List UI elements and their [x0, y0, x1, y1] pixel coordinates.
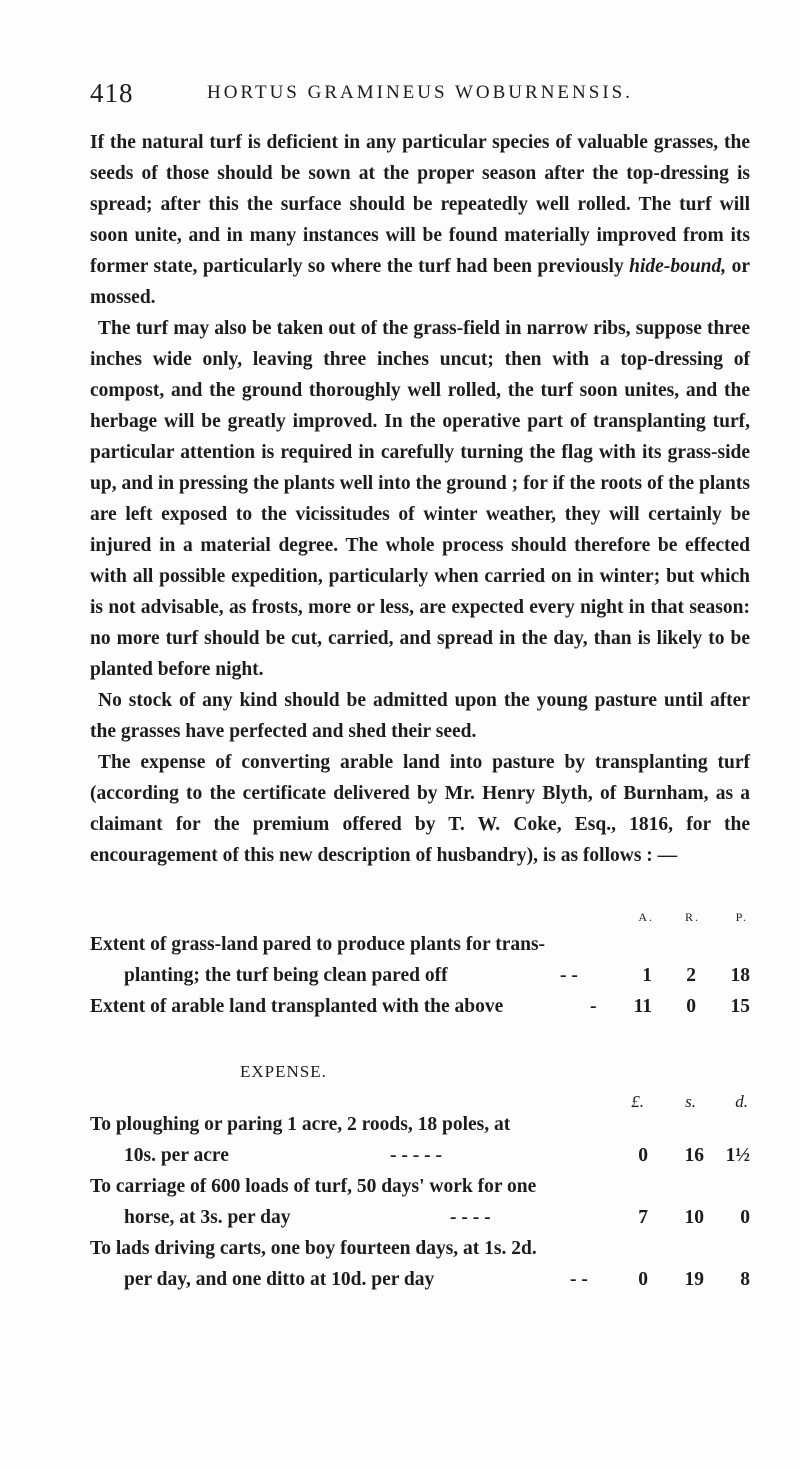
value-shillings: 10	[684, 1207, 704, 1228]
land-row-1-line2	[90, 965, 750, 996]
paragraph-1-tail: or mossed.	[90, 256, 751, 308]
value-poles: 15	[730, 996, 750, 1017]
paragraph-3: No stock of any kind should be admitted upon the young pasture until after the grasses have perfected and shed their seed.	[90, 690, 750, 742]
value-pounds: 0	[638, 1145, 648, 1166]
paragraph-1	[90, 127, 750, 313]
land-row-label: planting; the turf being clean pared off	[124, 965, 448, 986]
land-row-label: Extent of arable land transplanted with the above	[90, 996, 504, 1017]
header-poles: P.	[735, 910, 748, 924]
expense-row-label: To ploughing or paring 1 acre, 2 roods, 18 poles, at	[90, 1114, 511, 1135]
expense-row-3-line2	[90, 1269, 750, 1300]
expense-row-label: 10s. per acre	[124, 1145, 229, 1166]
expense-row-1-line1	[90, 1114, 750, 1145]
paragraph-1-text: If the natural turf is deficient in any particular species of valuable grasses, the seeds of those should be sown at the proper season after the top-dressing is spread; after this the surface should be repeatedly well rolled. The turf will soon unite, and in many instances will be found materially improved from its former state, particularly so where the turf had been previously	[90, 132, 750, 277]
value-pounds: 0	[638, 1269, 648, 1290]
land-table	[90, 910, 750, 1027]
value-poles: 18	[730, 965, 750, 986]
value-acres: 11	[633, 996, 652, 1017]
expense-row-label: per day, and one ditto at 10d. per day	[124, 1269, 435, 1290]
expense-row-1-line2	[90, 1145, 750, 1176]
header-pounds: £.	[631, 1092, 644, 1111]
value-shillings: 19	[684, 1269, 704, 1290]
expense-heading: EXPENSE.	[240, 1062, 327, 1081]
expense-table-header	[90, 1092, 750, 1114]
header-acres: A.	[638, 910, 654, 924]
leader-dashes: - -	[570, 1269, 588, 1290]
land-table-header	[90, 910, 750, 934]
value-pence: 8	[740, 1269, 750, 1290]
value-roods: 0	[686, 996, 696, 1017]
paragraph-4: The expense of converting arable land into pasture by transplanting turf (according to the certificate delivered by Mr. Henry Blyth, of Burnham, as a claimant for the premium offered by T. W. Coke, Esq., 1816, for the encouragement of this new description of husbandry), is as follows : —	[90, 752, 750, 866]
header-pence: d.	[735, 1092, 748, 1111]
expense-row-label: horse, at 3s. per day	[124, 1207, 291, 1228]
expense-row-label: To lads driving carts, one boy fourteen days, at 1s. 2d.	[90, 1238, 537, 1259]
paragraph-2: The turf may also be taken out of the grass-field in narrow ribs, suppose three inches wide only, leaving three inches uncut; then with a top-dressing of compost, and the ground thoroughly well rolled, the turf soon unites, and the herbage will be greatly improved. In the operative part of transplanting turf, particular attention is required in carefully turning the flag with its grass-side up, and in pressing the plants well into the ground ; for if the roots of the plants are left exposed to the vicissitudes of winter weather, they will certainly be injured in a material degree. The whole process should therefore be effected with all possible expedition, particularly when carried on in winter; but which is not advisable, as frosts, more or less, are expected every night in that season: no more turf should be cut, carried, and spread in the day, than is likely to be planted before night.	[90, 318, 750, 680]
value-roods: 2	[686, 965, 696, 986]
expense-row-label: To carriage of 600 loads of turf, 50 days' work for one	[90, 1176, 537, 1197]
value-pounds: 7	[638, 1207, 648, 1228]
land-row-2	[90, 996, 750, 1027]
expense-row-3-line1	[90, 1238, 750, 1269]
leader-dashes: -	[590, 996, 597, 1017]
header-roods: R.	[684, 910, 700, 924]
leader-dashes: - - - - -	[390, 1145, 442, 1166]
expense-row-2-line2	[90, 1207, 750, 1238]
land-row-1-line1	[90, 934, 750, 965]
expense-table	[90, 1092, 750, 1300]
value-acres: 1	[642, 965, 652, 986]
italic-term: hide-bound,	[629, 256, 727, 277]
land-row-label: Extent of grass-land pared to produce plants for trans-	[90, 934, 546, 955]
body-text	[90, 127, 750, 871]
leader-dashes: - -	[560, 965, 578, 986]
value-pence: 1½	[725, 1145, 750, 1166]
page-number: 418	[90, 78, 134, 108]
value-pence: 0	[740, 1207, 750, 1228]
page-header	[90, 78, 750, 118]
running-title: HORTUS GRAMINEUS WOBURNENSIS.	[207, 82, 633, 103]
value-shillings: 16	[684, 1145, 704, 1166]
expense-row-2-line1	[90, 1176, 750, 1207]
header-shillings: s.	[685, 1092, 696, 1111]
leader-dashes: - - - -	[450, 1207, 491, 1228]
